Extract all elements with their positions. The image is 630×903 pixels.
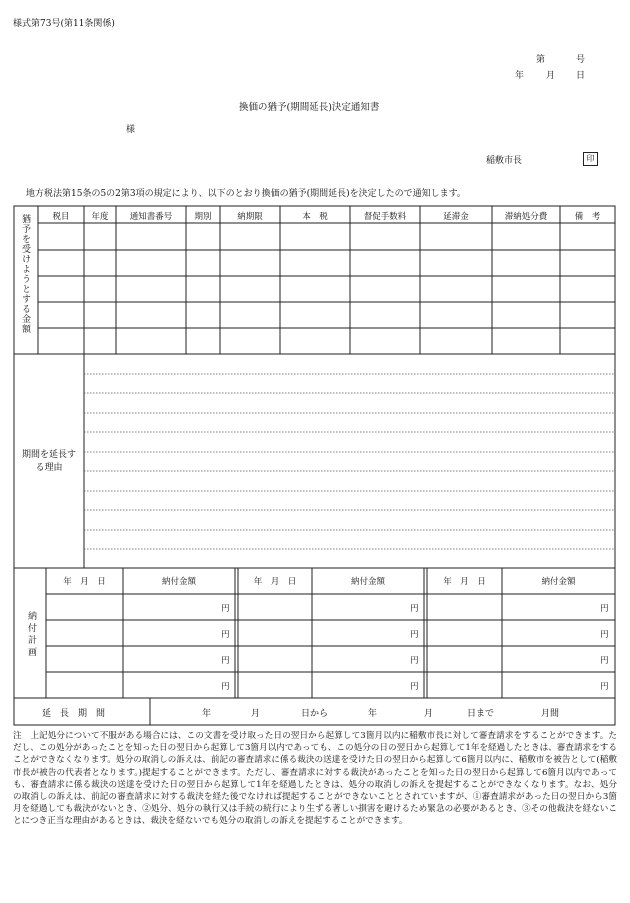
col-header-disposition-cost: 滞納処分費 [504,212,548,222]
form-id: 様式第73号(第11条関係) [13,19,115,29]
amount-side-label: 猶予を受けようとする金額 [20,214,30,334]
plan-date-header-1: 年 月 日 [63,577,106,587]
doc-number-prefix: 第 [536,55,546,65]
yen-unit: 円 [600,656,609,666]
yen-unit: 円 [221,656,230,666]
extension-label: 延 長 期 間 [42,709,106,719]
col-header-due-date: 納期限 [237,212,263,222]
extension-year-1: 年 [202,709,212,719]
yen-unit: 円 [410,604,419,614]
col-header-principal-tax: 本 税 [302,212,328,222]
yen-unit: 円 [600,604,609,614]
issuer-name: 稲敷市長 [486,156,523,166]
yen-unit: 円 [221,682,230,692]
col-header-late-charge: 延滞金 [443,212,469,222]
extension-month-2: 月 [424,709,434,719]
col-header-fiscal-year: 年度 [91,212,109,222]
col-header-notice-number: 通知書番号 [129,212,173,222]
plan-date-header-3: 年 月 日 [443,577,486,587]
date-year: 年 [515,71,525,81]
seal-stamp: 印 [583,152,598,166]
plan-amount-header-1: 納付金額 [161,577,196,587]
reason-label: 期間を延長する理由 [21,450,76,473]
date-day: 日 [576,71,586,81]
yen-unit: 円 [221,604,230,614]
yen-unit: 円 [410,630,419,640]
col-header-remarks: 備 考 [574,212,601,222]
col-header-demand-fee: 督促手数料 [363,212,407,222]
yen-unit: 円 [410,656,419,666]
extension-to-day: 日まで [467,709,495,719]
date-month: 月 [546,71,556,81]
page-title: 換価の猶予(期間延長)決定通知書 [239,102,380,113]
yen-unit: 円 [221,630,230,640]
addressee-suffix: 様 [126,125,136,135]
yen-unit: 円 [600,682,609,692]
col-header-tax-item: 税目 [52,212,70,222]
payment-plan-side-label: 納付計画 [26,611,36,659]
intro-text: 地方税法第15条の5の2第3項の規定により、以下のとおり換価の猶予(期間延長)を決定したので通知します。 [26,189,466,199]
doc-number-suffix: 号 [576,55,586,65]
plan-amount-header-2: 納付金額 [350,577,385,587]
plan-date-header-2: 年 月 日 [253,577,297,587]
plan-amount-header-3: 納付金額 [541,577,576,587]
col-header-period: 期別 [194,212,212,222]
extension-year-2: 年 [368,709,378,719]
extension-month-1: 月 [251,709,261,719]
yen-unit: 円 [410,682,419,692]
legal-note: 注 上記処分について不服がある場合には、この文書を受け取った日の翌日から起算して3箇月以内に稲敷市長に対して審査請求をすることができます。ただし、この処分があったことを知った日の翌日から起算して3箇月以内であっても、この処分の日の翌日から起算して1年を経過したときは、審査請求をすることができなくなります。処分の取消しの訴えは、前記の審査請求に係る裁決の送達を受けた日の翌日から起算して6箇月以内に、稲敷市を被告として(稲敷市長が被告の代表者となります。)提起することができます。ただし、審査請求に対する裁決があったことを知った日の翌日から起算して6箇月以内であっても、審査請求に係る裁決の送達を受けた日の翌日から起算して1年を経過したときは、処分の取消しの訴えを提起することができなくなります。なお、処分の取消しの訴えは、前記の審査請求に対する裁決を経た後でなければ提起することができないこととされていますが、①審査請求があった日の翌日から3箇月を経過しても裁決がないとき、②処分、処分の執行又は手続の続行により生ずる著しい損害を避けるため緊急の必要があるとき、③その他裁決を経ないことにつき正当な理由があるときは、裁決を経ないでも処分の取消しの訴えを提起することができます。 [13,731,617,827]
extension-months: 月間 [541,709,560,719]
yen-unit: 円 [600,630,609,640]
extension-from-day: 日から [301,709,329,719]
